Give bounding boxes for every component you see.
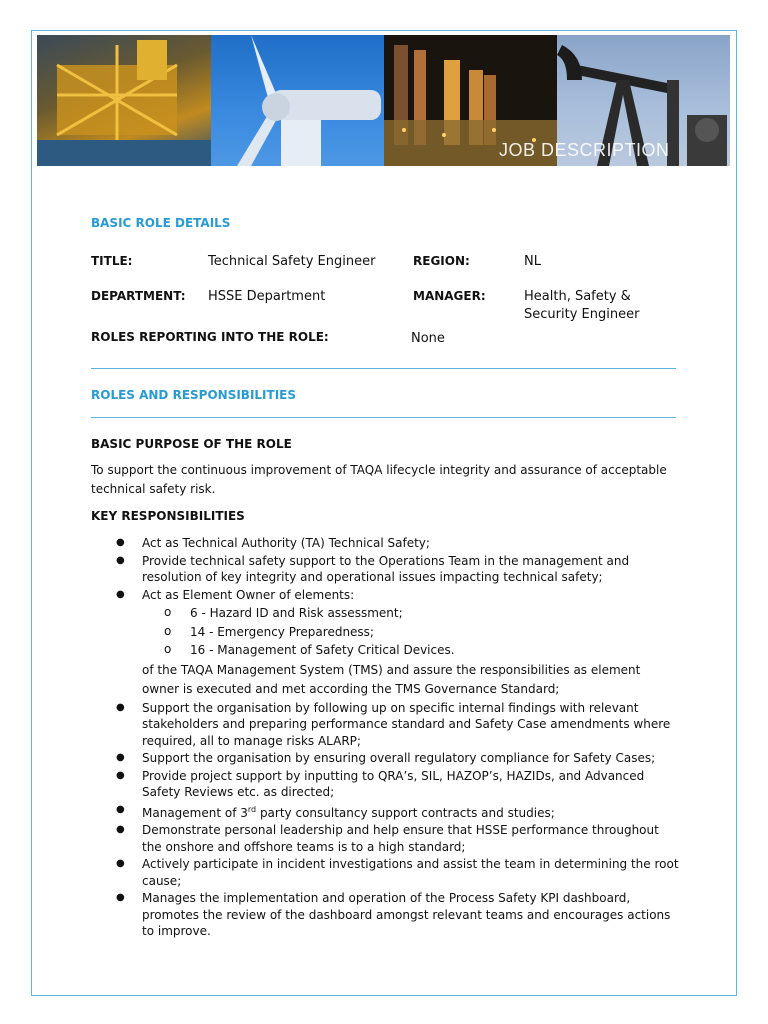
sub-list-item: o 6 - Hazard ID and Risk assessment;	[164, 605, 403, 620]
wind-turbine-image	[211, 35, 384, 166]
manager-value-line2: Security Engineer	[524, 307, 640, 322]
header-banner	[37, 35, 730, 166]
list-item: ● Provide technical safety support to the Operations Team in the management and resolution of key integrity and operational issues impacting technical safety;	[116, 553, 630, 584]
divider-top	[91, 368, 676, 369]
sub-list-item: o 14 - Emergency Preparedness;	[164, 623, 374, 639]
list-item: ● Management of 3rd party consultancy support contracts and studies;	[116, 803, 555, 820]
reporting-value: None	[411, 331, 445, 346]
document-title: JOB DESCRIPTION	[499, 140, 670, 160]
manager-label: MANAGER:	[413, 289, 486, 303]
region-label: REGION:	[413, 254, 470, 268]
divider-bottom	[91, 417, 676, 418]
reporting-label: ROLES REPORTING INTO THE ROLE:	[91, 330, 329, 344]
list-item: ● Manages the implementation and operation of the Process Safety KPI dashboard, promotes the review of the dashboard amongst relevant teams and encourages actions to improve.	[116, 891, 671, 938]
basic-role-heading: BASIC ROLE DETAILS	[91, 216, 231, 230]
title-value: Technical Safety Engineer	[208, 254, 376, 269]
list-item: ● Provide project support by inputting to QRA’s, SIL, HAZOP’s, HAZIDs, and Advanced Safety Reviews etc. as directed;	[116, 768, 645, 799]
list-item: ● Support the organisation by ensuring overall regulatory compliance for Safety Cases;	[116, 751, 656, 765]
list-item: ● Demonstrate personal leadership and help ensure that HSSE performance throughout the onshore and offshore teams is to a high standard;	[116, 823, 659, 854]
title-label: TITLE:	[91, 254, 133, 268]
offshore-platform-image	[37, 35, 211, 166]
manager-value	[524, 288, 639, 324]
list-item: ● Support the organisation by following up on specific internal findings with relevant stakeholders and preparing performance standard and Safety Case amendments where required, all to manage risks ALARP;	[116, 700, 671, 748]
list-item: ● Act as Technical Authority (TA) Technical Safety;	[116, 536, 430, 550]
element-owner-continuation: of the TAQA Management System (TMS) and assure the responsibilities as element owner is executed and met according the TMS Governance Standard;	[142, 662, 641, 696]
responsibilities-list	[114, 535, 679, 941]
department-label: DEPARTMENT:	[91, 289, 186, 303]
department-value: HSSE Department	[208, 289, 326, 304]
roles-heading: ROLES AND RESPONSIBILITIES	[91, 388, 297, 402]
region-value: NL	[524, 254, 541, 269]
purpose-heading: BASIC PURPOSE OF THE ROLE	[91, 437, 292, 451]
list-item: ● Actively participate in incident investigations and assist the team in determining the root cause;	[116, 857, 679, 888]
element-sublist	[142, 605, 679, 659]
list-item: ● Act as Element Owner of elements: o 6 - Hazard ID and Risk assessment; o 14 - Emergency Preparedness; o 16 - Management of Safety Critical Devices.	[114, 587, 679, 659]
manager-value-line1: Health, Safety &	[524, 289, 631, 304]
purpose-text: To support the continuous improvement of TAQA lifecycle integrity and assurance of acceptable technical safety risk.	[91, 463, 667, 496]
sub-list-item: o 16 - Management of Safety Critical Devices.	[164, 642, 455, 657]
key-responsibilities-heading: KEY RESPONSIBILITIES	[91, 509, 245, 523]
